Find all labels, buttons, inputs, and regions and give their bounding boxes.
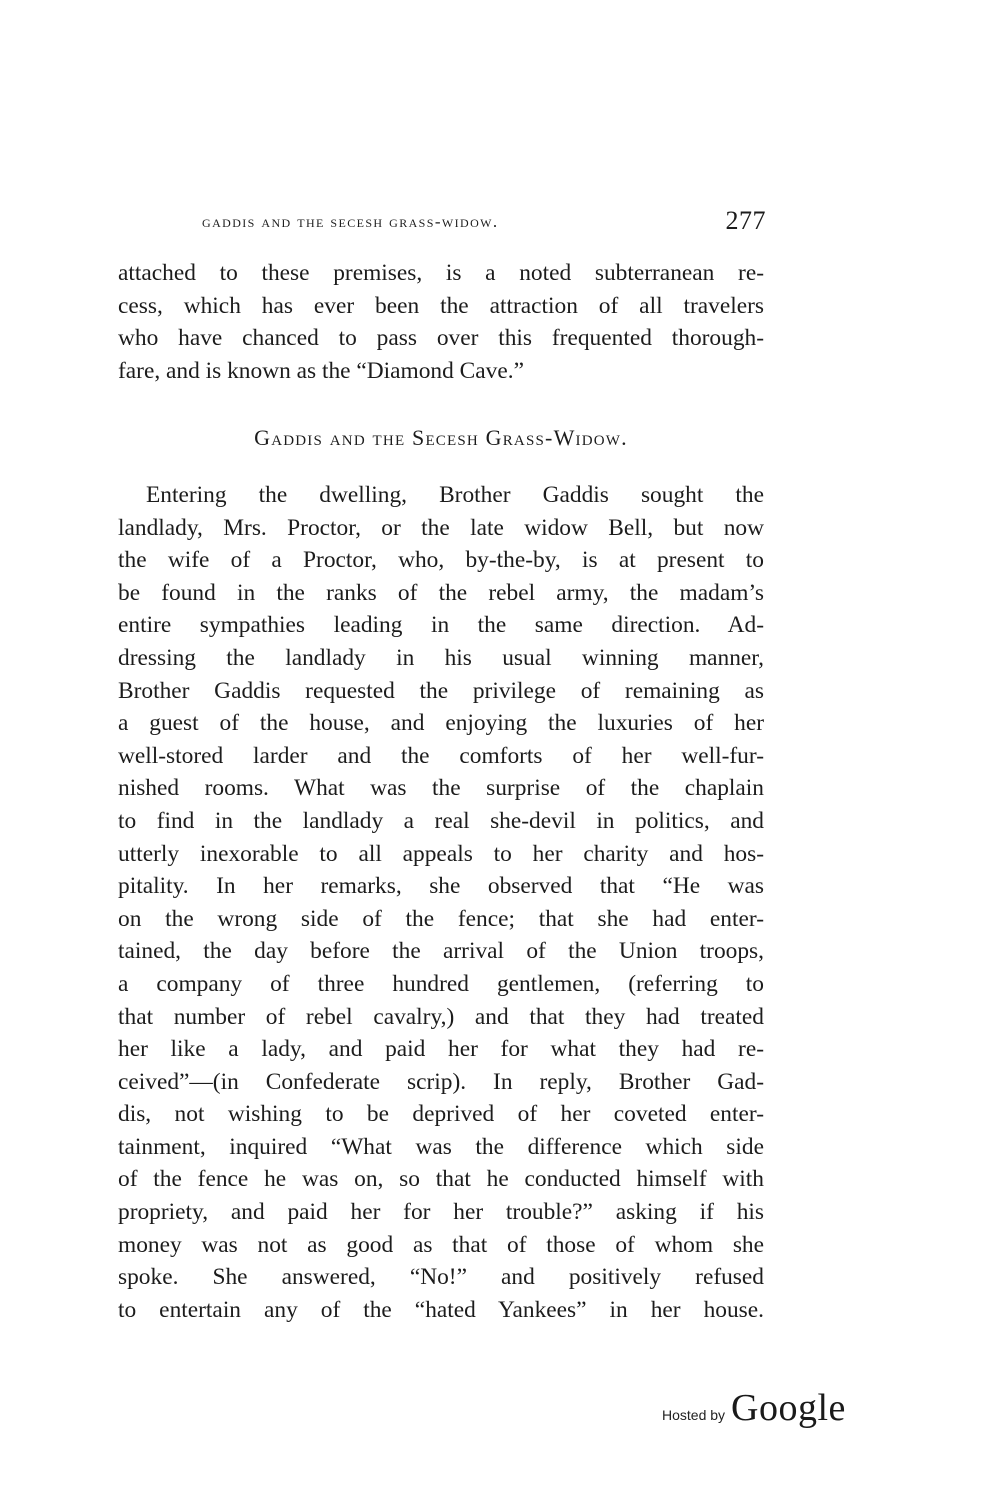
text-line: dressing the landlady in his usual winning manner, bbox=[118, 644, 764, 671]
text-line: money was not as good as that of those of whom she bbox=[118, 1231, 764, 1258]
text-line: that number of rebel cavalry,) and that they had treated bbox=[118, 1003, 764, 1030]
text-line: nished rooms. What was the surprise of the chaplain bbox=[118, 775, 764, 802]
text-line: utterly inexorable to all appeals to her charity and hos- bbox=[118, 840, 764, 867]
text-line: be found in the ranks of the rebel army, the madam’s bbox=[118, 579, 764, 606]
text-line: well-stored larder and the comforts of her well-fur- bbox=[118, 742, 764, 769]
text-line: the wife of a Proctor, who, by-the-by, is at present to bbox=[118, 547, 764, 574]
running-head bbox=[202, 206, 766, 238]
text-line: Brother Gaddis requested the privilege of remaining as bbox=[118, 677, 764, 704]
text-line: spoke. She answered, “No!” and positively refused bbox=[118, 1264, 764, 1291]
text-line: dis, not wishing to be deprived of her coveted enter- bbox=[118, 1101, 764, 1128]
text-line: landlady, Mrs. Proctor, or the late widow Bell, but now bbox=[118, 514, 764, 541]
text-line: ceived”—(in Confederate scrip). In reply, Brother Gad- bbox=[118, 1068, 764, 1095]
text-line: entire sympathies leading in the same direction. Ad- bbox=[118, 612, 764, 639]
text-line: to find in the landlady a real she-devil in politics, and bbox=[118, 807, 764, 834]
text-line: who have chanced to pass over this frequented thorough- bbox=[118, 325, 764, 352]
page-number: 277 bbox=[725, 206, 766, 235]
google-logo: Google bbox=[731, 1387, 846, 1429]
section-heading: Gaddis and the Secesh Grass-Widow. bbox=[254, 425, 628, 450]
paragraph-2 bbox=[118, 479, 764, 1326]
hosted-by-label: Hosted by bbox=[662, 1407, 726, 1423]
text-line: to entertain any of the “hated Yankees” in her house. bbox=[118, 1296, 764, 1323]
text-line: Entering the dwelling, Brother Gaddis sought the bbox=[146, 482, 764, 508]
hosted-by-google-mark bbox=[662, 1386, 846, 1430]
text-line: on the wrong side of the fence; that she had enter- bbox=[118, 905, 764, 932]
text-line: her like a lady, and paid her for what they had re- bbox=[118, 1036, 764, 1063]
text-line: pitality. In her remarks, she observed that “He was bbox=[118, 873, 764, 900]
text-line: propriety, and paid her for her trouble?” asking if his bbox=[118, 1199, 764, 1226]
text-line: attached to these premises, is a noted subterranean re- bbox=[118, 260, 764, 286]
text-line: fare, and is known as the “Diamond Cave.” bbox=[118, 357, 524, 384]
text-line: tainment, inquired “What was the difference which side bbox=[118, 1133, 764, 1160]
running-title: gaddis and the secesh grass-widow. bbox=[202, 212, 499, 231]
text-line: tained, the day before the arrival of the Union troops, bbox=[118, 938, 764, 965]
text-line: cess, which has ever been the attraction of all travelers bbox=[118, 292, 764, 319]
text-line: of the fence he was on, so that he conducted himself with bbox=[118, 1166, 764, 1193]
text-line: a guest of the house, and enjoying the luxuries of her bbox=[118, 710, 764, 737]
text-line: a company of three hundred gentlemen, (referring to bbox=[118, 970, 764, 997]
paragraph-1 bbox=[118, 257, 764, 387]
